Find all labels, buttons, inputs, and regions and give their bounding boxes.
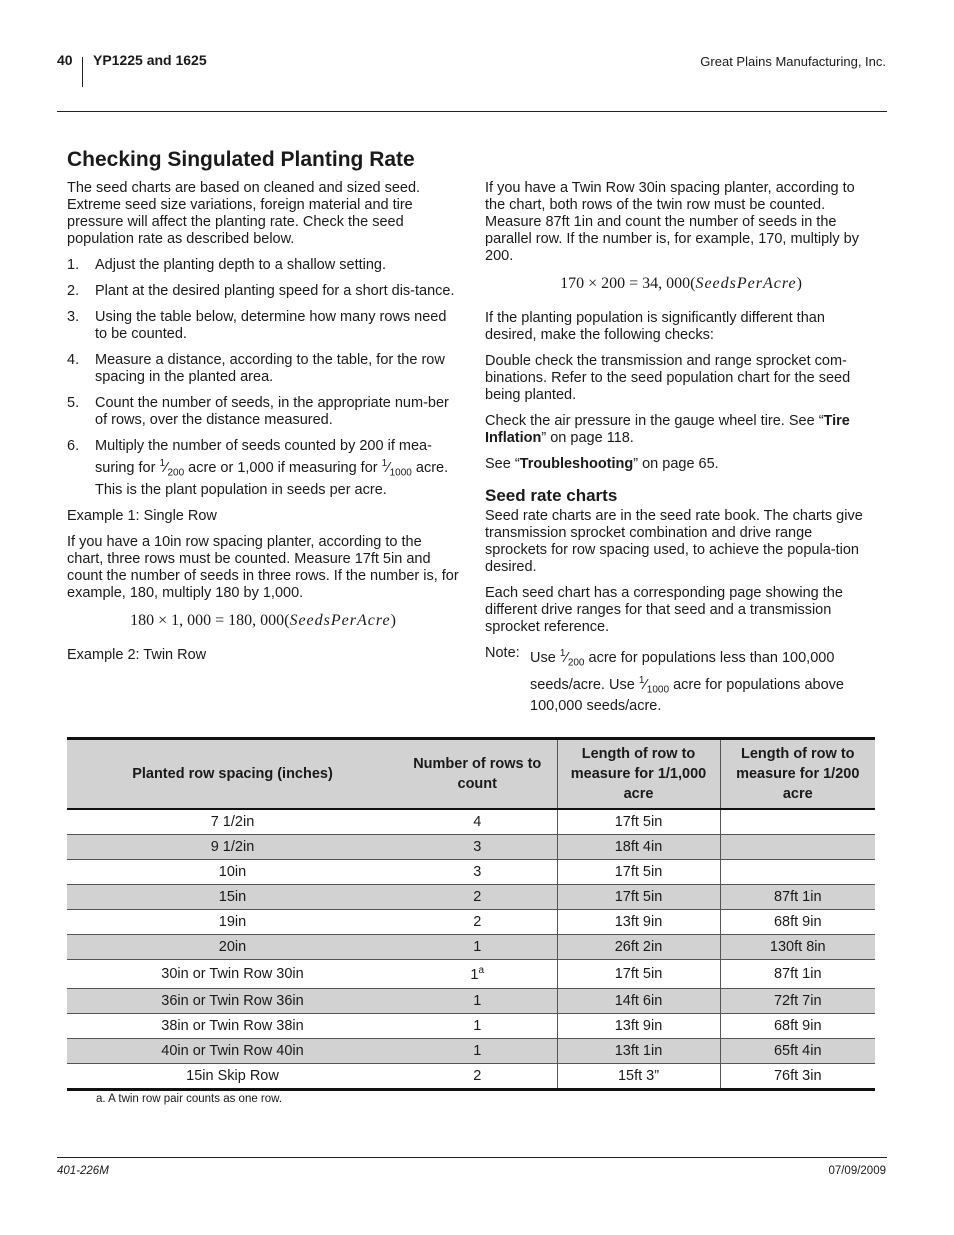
cell-length-1000 xyxy=(557,1014,720,1039)
troubleshooting-link[interactable]: Troubleshooting xyxy=(519,456,634,472)
see-text: See “ xyxy=(485,456,520,472)
cell-row-spacing xyxy=(67,910,398,935)
troubleshooting-page: ” on page 65. xyxy=(633,456,719,472)
cell-length-1000-text: 17ft 5in xyxy=(614,966,663,982)
cell-length-1000-text: 26ft 2in xyxy=(614,939,663,955)
cell-length-200-text: 76ft 3in xyxy=(773,1068,822,1084)
step-number: 1. xyxy=(67,257,80,273)
cell-row-spacing xyxy=(67,960,398,989)
cell-length-1000 xyxy=(557,885,720,910)
cell-row-spacing xyxy=(67,989,398,1014)
cell-length-1000-text: 15ft 3” xyxy=(617,1068,660,1084)
cell-rows-to-count xyxy=(398,935,557,960)
step-text: Count the number of seeds, in the appropriate num-ber of rows, over the distance measured. xyxy=(95,395,449,428)
cell-rows-to-count-text: 1 xyxy=(470,966,479,983)
twin-row-text: If you have a Twin Row 30in spacing planter, according to the chart, both rows of the twin row must be counted. Measure 87ft 1in and count the number of seeds in the parallel row. If the number is, for example, 170, multiply by 200. xyxy=(485,180,859,264)
table-row xyxy=(67,860,875,885)
note-text-c: acre for populations above 100,000 seeds/acre. xyxy=(530,676,844,715)
step-item xyxy=(67,395,459,429)
cell-length-200 xyxy=(720,860,875,885)
cell-row-spacing-text: 40in or Twin Row 40in xyxy=(161,1043,304,1059)
seed-rate-paragraph-2: Each seed chart has a corresponding page showing the different drive ranges for that seed and a transmission sprocket reference. xyxy=(485,585,843,635)
header-divider xyxy=(82,57,83,87)
cell-length-200 xyxy=(720,935,875,960)
table-header-row xyxy=(67,739,875,810)
footnote-marker: a xyxy=(478,965,485,977)
section-title: Checking Singulated Planting Rate xyxy=(67,148,415,171)
step6-text-c: acre. This is the plant population in seeds per acre. xyxy=(95,459,449,498)
example1-label: Example 1: Single Row xyxy=(67,507,217,524)
step-number: 6. xyxy=(67,438,80,454)
right-column xyxy=(485,180,877,715)
step-number: 4. xyxy=(67,352,80,368)
document-number: 401-226M xyxy=(57,1165,109,1177)
table-row xyxy=(67,809,875,835)
table-row xyxy=(67,910,875,935)
cell-length-1000-text: 17ft 5in xyxy=(614,814,663,830)
fraction-denominator: 1000 xyxy=(389,467,412,479)
cell-rows-to-count xyxy=(398,960,557,989)
step-number: 5. xyxy=(67,395,80,411)
formula-close: ) xyxy=(390,611,396,629)
fraction-denominator: 200 xyxy=(167,467,185,479)
step-item xyxy=(67,352,459,386)
fraction-numerator: 1 xyxy=(559,648,566,659)
manual-title: YP1225 and 1625 xyxy=(93,52,207,68)
cell-row-spacing xyxy=(67,935,398,960)
step-text: Adjust the planting depth to a shallow setting. xyxy=(95,257,386,273)
cell-length-200 xyxy=(720,835,875,860)
step-text: Plant at the desired planting speed for a short dis-tance. xyxy=(95,283,455,299)
fraction-numerator: 1 xyxy=(159,458,166,469)
step-text: Using the table below, determine how many rows need to be counted. xyxy=(95,309,447,342)
cell-length-200-text: 87ft 1in xyxy=(773,966,822,982)
table-row xyxy=(67,835,875,860)
cell-row-spacing-text: 15in Skip Row xyxy=(186,1068,279,1084)
cell-rows-to-count-text: 1 xyxy=(473,939,482,955)
cell-length-1000 xyxy=(557,809,720,835)
example2-label: Example 2: Twin Row xyxy=(67,646,207,663)
example1-text: If you have a 10in row spacing planter, according to the chart, three rows must be counted. Measure 17ft 5in and count the number of seeds in three rows. If the number is, for example, 180, multiply 180 by 1,000. xyxy=(67,533,459,601)
cell-rows-to-count xyxy=(398,910,557,935)
cell-row-spacing xyxy=(67,1014,398,1039)
row-length-table xyxy=(67,737,875,1091)
check-air-pressure xyxy=(485,413,877,447)
cell-rows-to-count-text: 2 xyxy=(473,914,482,930)
cell-length-1000 xyxy=(557,989,720,1014)
seed-rate-heading: Seed rate charts xyxy=(485,486,618,505)
note-label: Note: xyxy=(485,645,520,661)
cell-rows-to-count-text: 1 xyxy=(473,1043,482,1059)
cell-length-1000 xyxy=(557,1039,720,1064)
cell-rows-to-count xyxy=(398,1064,557,1090)
table-row xyxy=(67,935,875,960)
cell-length-200-text: 68ft 9in xyxy=(773,1018,822,1034)
page-number: 40 xyxy=(57,52,73,68)
fraction-denominator: 200 xyxy=(567,657,585,669)
cell-length-200-text: 65ft 4in xyxy=(773,1043,822,1059)
check-air-text: Check the air pressure in the gauge wheel tire. See “ xyxy=(485,413,824,429)
cell-row-spacing xyxy=(67,809,398,835)
cell-length-1000 xyxy=(557,935,720,960)
cell-length-200 xyxy=(720,1064,875,1090)
cell-rows-to-count xyxy=(398,809,557,835)
header-length-200: Length of row to measure for 1/200 acre xyxy=(720,739,875,810)
note-text-a: Use xyxy=(530,649,560,666)
step-item xyxy=(67,283,459,300)
header-row-spacing: Planted row spacing (inches) xyxy=(67,739,398,810)
check-transmission: Double check the transmission and range sprocket com-binations. Refer to the seed population chart for the seed being planted. xyxy=(485,353,851,403)
cell-rows-to-count xyxy=(398,1039,557,1064)
cell-length-1000 xyxy=(557,910,720,935)
see-troubleshooting xyxy=(485,456,877,473)
cell-length-200-text: 130ft 8in xyxy=(769,939,826,955)
formula-unit: SeedsPerAcre xyxy=(695,275,797,292)
cell-row-spacing-text: 36in or Twin Row 36in xyxy=(161,993,304,1009)
cell-rows-to-count-text: 4 xyxy=(473,814,482,830)
formula-single-row xyxy=(67,612,459,629)
fraction-numerator: 1 xyxy=(381,458,388,469)
table-row xyxy=(67,1064,875,1090)
cell-rows-to-count-text: 3 xyxy=(473,864,482,880)
table-body xyxy=(67,809,875,1090)
formula-expression: 180 × 1, 000 = 180, 000( xyxy=(130,611,290,629)
header-length-1000: Length of row to measure for 1/1,000 acre xyxy=(557,739,720,810)
table-row xyxy=(67,1014,875,1039)
cell-length-1000-text: 13ft 9in xyxy=(614,1018,663,1034)
cell-length-200-text: 87ft 1in xyxy=(773,889,822,905)
seed-rate-paragraph-1: Seed rate charts are in the seed rate book. The charts give transmission sprocket combination and drive range sprockets for row spacing used, to achieve the popula-tion desired. xyxy=(485,508,863,575)
table-row xyxy=(67,960,875,989)
cell-length-200 xyxy=(720,809,875,835)
cell-length-200 xyxy=(720,989,875,1014)
formula-expression: 170 × 200 = 34, 000( xyxy=(560,275,696,292)
cell-row-spacing-text: 15in xyxy=(218,889,247,905)
cell-rows-to-count xyxy=(398,989,557,1014)
formula-twin-row xyxy=(485,275,877,292)
cell-row-spacing xyxy=(67,1039,398,1064)
cell-row-spacing-text: 38in or Twin Row 38in xyxy=(161,1018,304,1034)
cell-length-1000-text: 18ft 4in xyxy=(614,839,663,855)
step-item xyxy=(67,309,459,343)
cell-length-200 xyxy=(720,1039,875,1064)
cell-row-spacing-text: 9 1/2in xyxy=(210,839,255,855)
cell-row-spacing xyxy=(67,860,398,885)
intro-paragraph: The seed charts are based on cleaned and sized seed. Extreme seed size variations, foreign material and tire pressure will affect the planting rate. Check the seed population rate as described below. xyxy=(67,180,421,247)
note-block xyxy=(485,645,877,715)
cell-rows-to-count-text: 2 xyxy=(473,889,482,905)
cell-length-200-text: 68ft 9in xyxy=(773,914,822,930)
header-rule xyxy=(57,111,887,112)
cell-length-1000 xyxy=(557,960,720,989)
step-item xyxy=(67,438,459,499)
cell-rows-to-count xyxy=(398,885,557,910)
cell-length-200 xyxy=(720,1014,875,1039)
step-text: Measure a distance, according to the table, for the row spacing in the planted area. xyxy=(95,352,445,385)
step6-text-b: acre or 1,000 if measuring for xyxy=(184,459,382,476)
cell-length-1000-text: 17ft 5in xyxy=(614,889,663,905)
step-number: 3. xyxy=(67,309,80,325)
fraction-numerator: 1 xyxy=(638,674,645,686)
steps-list xyxy=(67,257,459,499)
cell-row-spacing-text: 20in xyxy=(218,939,247,955)
company-name: Great Plains Manufacturing, Inc. xyxy=(700,54,886,69)
step-item xyxy=(67,257,459,274)
cell-row-spacing-text: 19in xyxy=(218,914,247,930)
cell-rows-to-count-text: 1 xyxy=(473,1018,482,1034)
cell-length-200 xyxy=(720,960,875,989)
cell-length-1000 xyxy=(557,835,720,860)
cell-rows-to-count-text: 3 xyxy=(473,839,482,855)
fraction-denominator: 1000 xyxy=(646,684,670,696)
cell-rows-to-count-text: 1 xyxy=(473,993,482,1009)
cell-row-spacing xyxy=(67,835,398,860)
cell-length-200 xyxy=(720,885,875,910)
header-rows-to-count: Number of rows to count xyxy=(398,739,557,810)
footer-rule xyxy=(57,1157,887,1158)
cell-length-200-text: 72ft 7in xyxy=(773,993,822,1009)
formula-close: ) xyxy=(796,275,802,292)
step6-text-a: Multiply the number of seeds counted by 200 if mea-suring for xyxy=(95,438,432,476)
cell-row-spacing xyxy=(67,885,398,910)
cell-row-spacing-text: 10in xyxy=(218,864,247,880)
table-row xyxy=(67,989,875,1014)
checks-intro: If the planting population is significantly different than desired, make the following checks: xyxy=(485,310,825,343)
table-footnote: a. A twin row pair counts as one row. xyxy=(96,1093,283,1105)
cell-rows-to-count xyxy=(398,835,557,860)
cell-rows-to-count-text: 2 xyxy=(473,1068,482,1084)
check-air-page: ” on page 118. xyxy=(541,430,634,446)
cell-row-spacing-text: 30in or Twin Row 30in xyxy=(161,966,304,982)
cell-length-1000 xyxy=(557,860,720,885)
table-row xyxy=(67,885,875,910)
cell-length-1000-text: 17ft 5in xyxy=(614,864,663,880)
cell-rows-to-count xyxy=(398,860,557,885)
note-text-b: acre for populations less than 100,000 seeds/acre. Use xyxy=(530,649,835,693)
cell-length-1000-text: 13ft 9in xyxy=(614,914,663,930)
tire-inflation-link[interactable]: Tire Inflation xyxy=(485,413,850,446)
cell-length-1000 xyxy=(557,1064,720,1090)
cell-length-1000-text: 13ft 1in xyxy=(614,1043,663,1059)
step-number: 2. xyxy=(67,283,80,299)
publication-date: 07/09/2009 xyxy=(828,1165,886,1177)
cell-length-200 xyxy=(720,910,875,935)
step-text: Multiply the number of seeds counted by 200 if mea-suring for $^1⁄_{200}$ acre or 1,000 if measuring for $^1⁄_{1000}$ acre. This is the plant population in seeds per acre. xyxy=(95,438,449,498)
cell-length-1000-text: 14ft 6in xyxy=(614,993,663,1009)
table-row xyxy=(67,1039,875,1064)
note-text: Use $^1⁄_{200}$ acre for populations less than 100,000 seeds/acre. Use $^1⁄_{1000}$ acre for populations above 100,000 seeds/acre. xyxy=(530,648,844,715)
left-column xyxy=(67,180,459,673)
cell-row-spacing-text: 7 1/2in xyxy=(210,814,255,830)
formula-unit: SeedsPerAcre xyxy=(289,611,391,629)
cell-row-spacing xyxy=(67,1064,398,1090)
cell-rows-to-count xyxy=(398,1014,557,1039)
